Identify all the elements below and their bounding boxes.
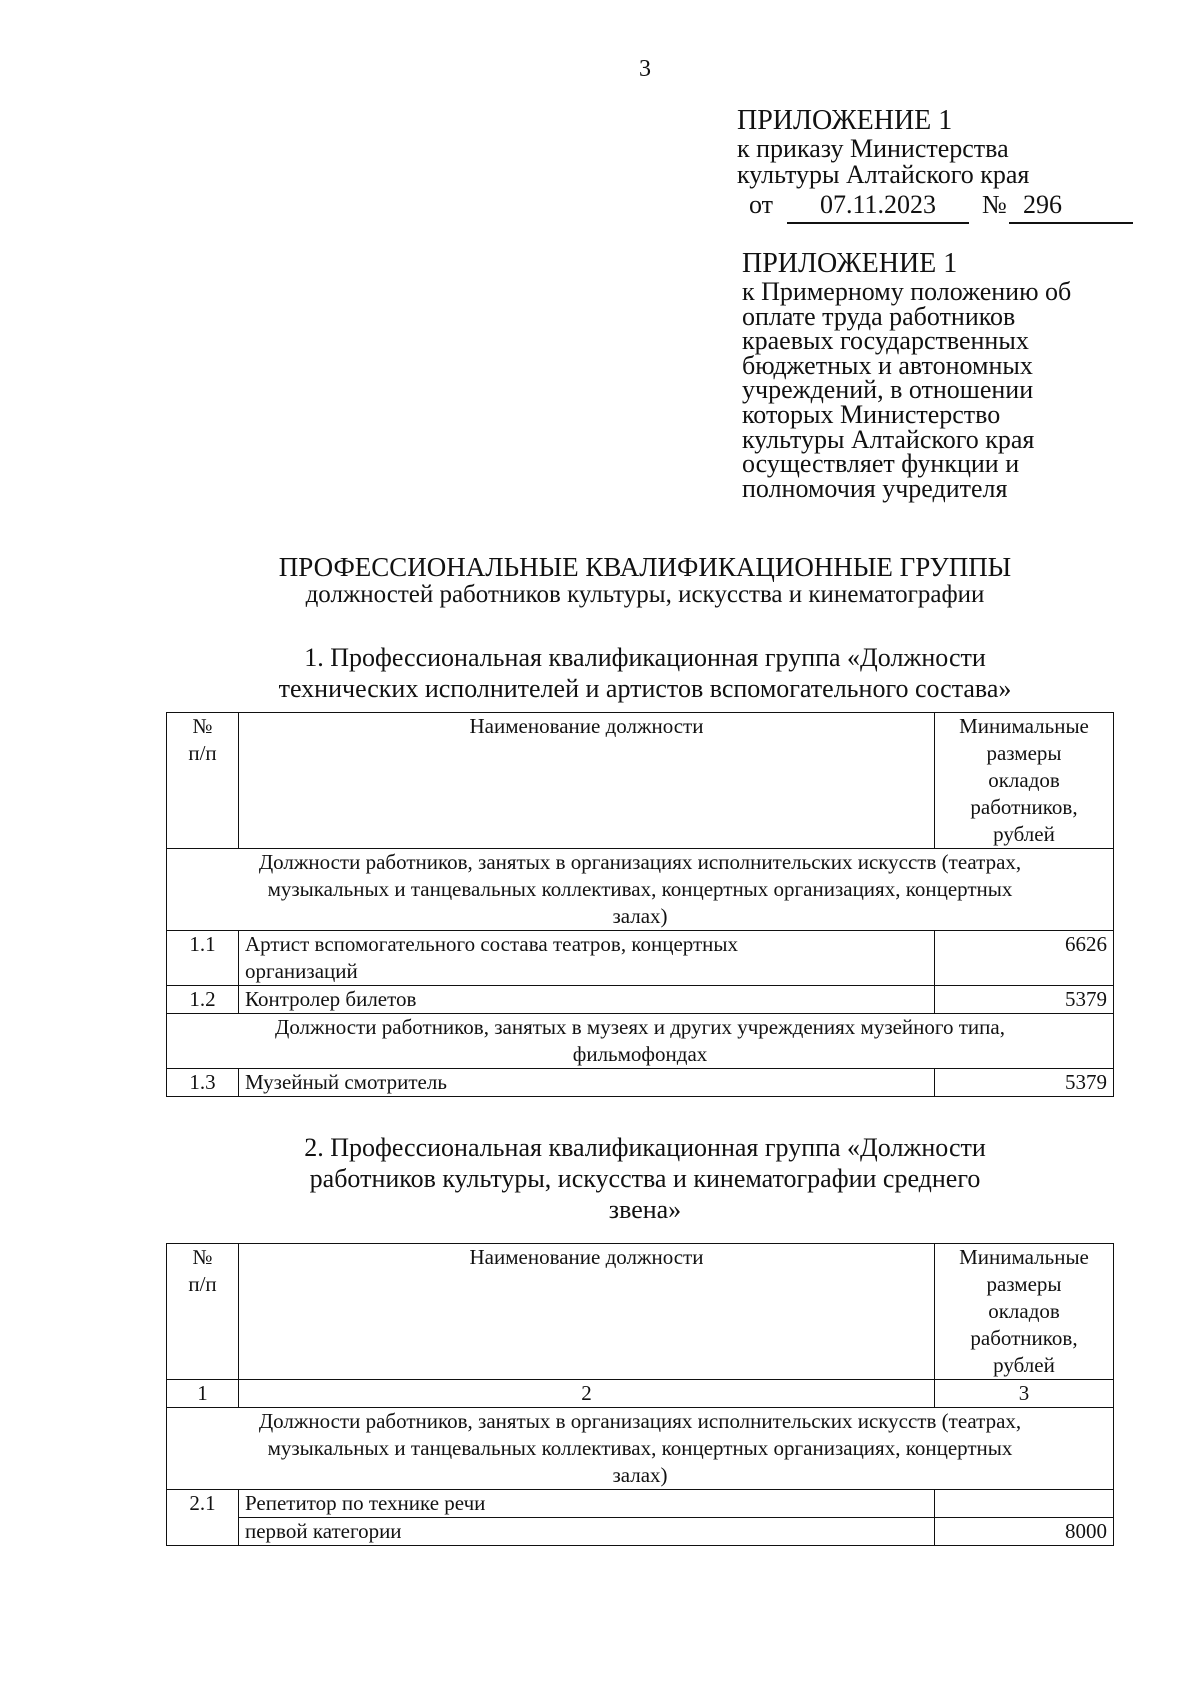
appendix-regulation-line: которых Министерство: [742, 399, 1001, 429]
appendix-regulation-line: краевых государственных: [742, 326, 1029, 356]
table-row: [167, 1518, 1114, 1546]
row-num-cell: 1.2: [167, 986, 239, 1014]
row-num-cell: 1.1: [167, 931, 239, 986]
row-name-cell: Артист вспомогательного состава театров, концертных организаций: [239, 931, 935, 986]
column-number-cell: 1: [167, 1380, 239, 1408]
appendix-order-title: ПРИЛОЖЕНИЕ 1: [737, 105, 953, 136]
table-group-row: [167, 1408, 1114, 1490]
document-title: [0, 552, 1200, 608]
appendix-order-block: [737, 105, 1062, 222]
order-from-label: от: [749, 190, 774, 219]
section1-heading: [0, 642, 1200, 704]
table-header-row: [167, 713, 1114, 849]
header-name-cell: Наименование должности: [239, 1244, 935, 1380]
order-date: 07.11.2023: [787, 192, 969, 224]
page-number: 3: [639, 56, 651, 82]
appendix-regulation-line: осуществляет функции и: [742, 449, 1020, 479]
table-row: [167, 986, 1114, 1014]
appendix-regulation-block: [742, 250, 1071, 501]
row-subname-cell: первой категории: [239, 1518, 935, 1546]
column-number-cell: 2: [239, 1380, 935, 1408]
row-value-cell: 5379: [935, 986, 1114, 1014]
section-heading-line: технических исполнителей и артистов вспомогательного состава»: [278, 674, 1012, 703]
row-name-cell: Контролер билетов: [239, 986, 935, 1014]
row-value-cell: [935, 1490, 1114, 1518]
section-heading-line: работников культуры, искусства и кинематографии среднего: [309, 1164, 981, 1193]
column-number-cell: 3: [935, 1380, 1114, 1408]
table-group-row: [167, 849, 1114, 931]
section-heading-line: 1. Профессиональная квалификационная группа «Должности: [304, 643, 986, 672]
appendix-regulation-line: к Примерному положению об: [742, 277, 1072, 306]
document-title-main: ПРОФЕССИОНАЛЬНЫЕ КВАЛИФИКАЦИОННЫЕ ГРУППЫ: [278, 552, 1012, 582]
order-date-number-line: [737, 188, 1062, 222]
appendix-regulation-line: полномочия учредителя: [742, 473, 1008, 503]
row-name-cell: Музейный смотритель: [239, 1069, 935, 1097]
section2-table: [166, 1243, 1114, 1546]
document-title-sub: должностей работников культуры, искусства и кинематографии: [305, 581, 985, 608]
column-number-row: [167, 1380, 1114, 1408]
table-header-row: [167, 1244, 1114, 1380]
order-number: 296: [1009, 192, 1133, 224]
section-heading-line: 2. Профессиональная квалификационная группа «Должности: [304, 1133, 986, 1162]
appendix-order-line: к приказу Министерства: [737, 134, 1009, 163]
header-num-cell: № п/п: [167, 713, 239, 849]
row-value-cell: 8000: [935, 1518, 1114, 1546]
section-heading-line: звена»: [608, 1195, 682, 1224]
table-row: [167, 931, 1114, 986]
appendix-regulation-line: бюджетных и автономных: [742, 350, 1033, 380]
group-cell: Должности работников, занятых в организациях исполнительских искусств (театрах, музыкальных и танцевальных коллективах, концертных организациях, концертных залах): [167, 1408, 1114, 1490]
header-salary-cell: Минимальные размеры окладов работников, рублей: [935, 1244, 1114, 1380]
table-group-row: [167, 1014, 1114, 1069]
row-num-cell: 1.3: [167, 1069, 239, 1097]
group-cell: Должности работников, занятых в музеях и других учреждениях музейного типа, фильмофондах: [167, 1014, 1114, 1069]
appendix-regulation-line: оплате труда работников: [742, 301, 1016, 331]
appendix-regulation-line: учреждений, в отношении: [742, 375, 1034, 405]
row-num-cell: 2.1: [167, 1490, 239, 1546]
header-name-cell: Наименование должности: [239, 713, 935, 849]
table-row: [167, 1069, 1114, 1097]
row-value-cell: 6626: [935, 931, 1114, 986]
header-num-cell: № п/п: [167, 1244, 239, 1380]
section1-table: [166, 712, 1114, 1097]
order-number-sign: №: [982, 190, 1007, 219]
header-salary-cell: Минимальные размеры окладов работников, рублей: [935, 713, 1114, 849]
row-value-cell: 5379: [935, 1069, 1114, 1097]
appendix-regulation-title: ПРИЛОЖЕНИЕ 1: [742, 248, 958, 279]
section2-heading: [0, 1132, 1200, 1225]
appendix-order-line: культуры Алтайского края: [737, 160, 1030, 189]
row-name-cell: Репетитор по технике речи: [239, 1490, 935, 1518]
appendix-regulation-line: культуры Алтайского края: [742, 424, 1035, 454]
table-row: [167, 1490, 1114, 1518]
group-cell: Должности работников, занятых в организациях исполнительских искусств (театрах, музыкальных и танцевальных коллективах, концертных организациях, концертных залах): [167, 849, 1114, 931]
